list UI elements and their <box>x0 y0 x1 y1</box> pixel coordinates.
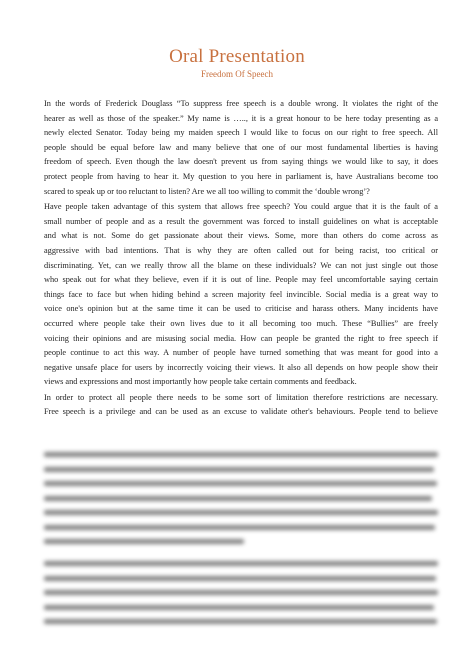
paragraph-line: hearer as well as those of the speaker.” My name is ….., it is a great honour to be here today presenting as a <box>44 113 438 123</box>
paragraph-line: people continue to act this way. A number of people have turned something that was meant for good into a <box>44 348 438 358</box>
paragraph-line: Have people taken advantage of this system that allows free speech? You could argue that it is the fault of a <box>44 202 438 212</box>
blurred-lines-graphic <box>44 446 438 646</box>
paragraph-line: freedom of speech. Even though the law doesn't prevent us from saying things we would like to say, it does <box>44 157 438 167</box>
paragraph-3 <box>44 391 438 420</box>
paragraph-line: things face to face but when hiding behind a screen majority feel invincible. Social media is a great way to <box>44 289 438 299</box>
paragraph-line: scared to speak up or too reluctant to listen? Are we all too willing to commit the ‘double wrong’? <box>44 186 370 196</box>
paragraph-line: views and expressions and most importantly how people take certain comments and feedback. <box>44 377 357 387</box>
paragraph-line: who speak out for what they believe, even if it is out of line. People may feel uncomfortable saying certain <box>44 275 438 285</box>
blurred-text-region <box>44 446 438 652</box>
paragraph-line: negative unsafe place for users by incorrectly voicing their views. It also all depends on how people show their <box>44 362 438 372</box>
paragraph-line: protect people from having to hear it. My question to you here in parliament is, have Australians become too <box>44 171 438 181</box>
paragraph-line: occurred where people take their own lives due to it all becoming too much. These “Bullies” are freely <box>44 318 438 328</box>
paragraph-line: voicing their opinions and are misusing social media. How can people be granted the right to free speech if <box>44 333 438 343</box>
paragraph-line: people should be equal before law and many believe that one of our most fundamental liberties is having <box>44 142 438 152</box>
paragraph-2 <box>44 200 438 390</box>
paragraph-line: and what is not. Some do get passionate about their views. Some, more than others do come across as <box>44 231 438 241</box>
paragraph-line: aggressive with bad intentions. That is why they are often called out for being racist, too critical or <box>44 245 438 255</box>
document-title: Oral Presentation <box>169 46 305 67</box>
document-body <box>44 97 438 421</box>
document-subtitle: Freedom Of Speech <box>201 69 273 79</box>
paragraph-line: discriminating. Yet, can we really throw all the blame on these individuals? We can not just single out those <box>44 260 438 270</box>
paragraph-line: small number of people and as a result the government was forced to install guidelines on what is acceptable <box>44 216 438 226</box>
paragraph-line: voice one's opinion but at the same time it can be used to criticise and harass others. Many incidents have <box>44 304 438 314</box>
paragraph-line: In the words of Frederick Douglass “To suppress free speech is a double wrong. It violates the right of the <box>44 99 438 108</box>
paragraph-line: Free speech is a privilege and can be used as an excuse to validate other's behaviours. People tend to believe <box>44 407 438 417</box>
paragraph-1 <box>44 97 438 199</box>
paragraph-line: newly elected Senator. Today being my maiden speech I would like to focus on our right to free speech. All <box>44 128 438 138</box>
paragraph-line: In order to protect all people there needs to be some sort of limitation therefore restrictions are necessary. <box>44 392 438 402</box>
